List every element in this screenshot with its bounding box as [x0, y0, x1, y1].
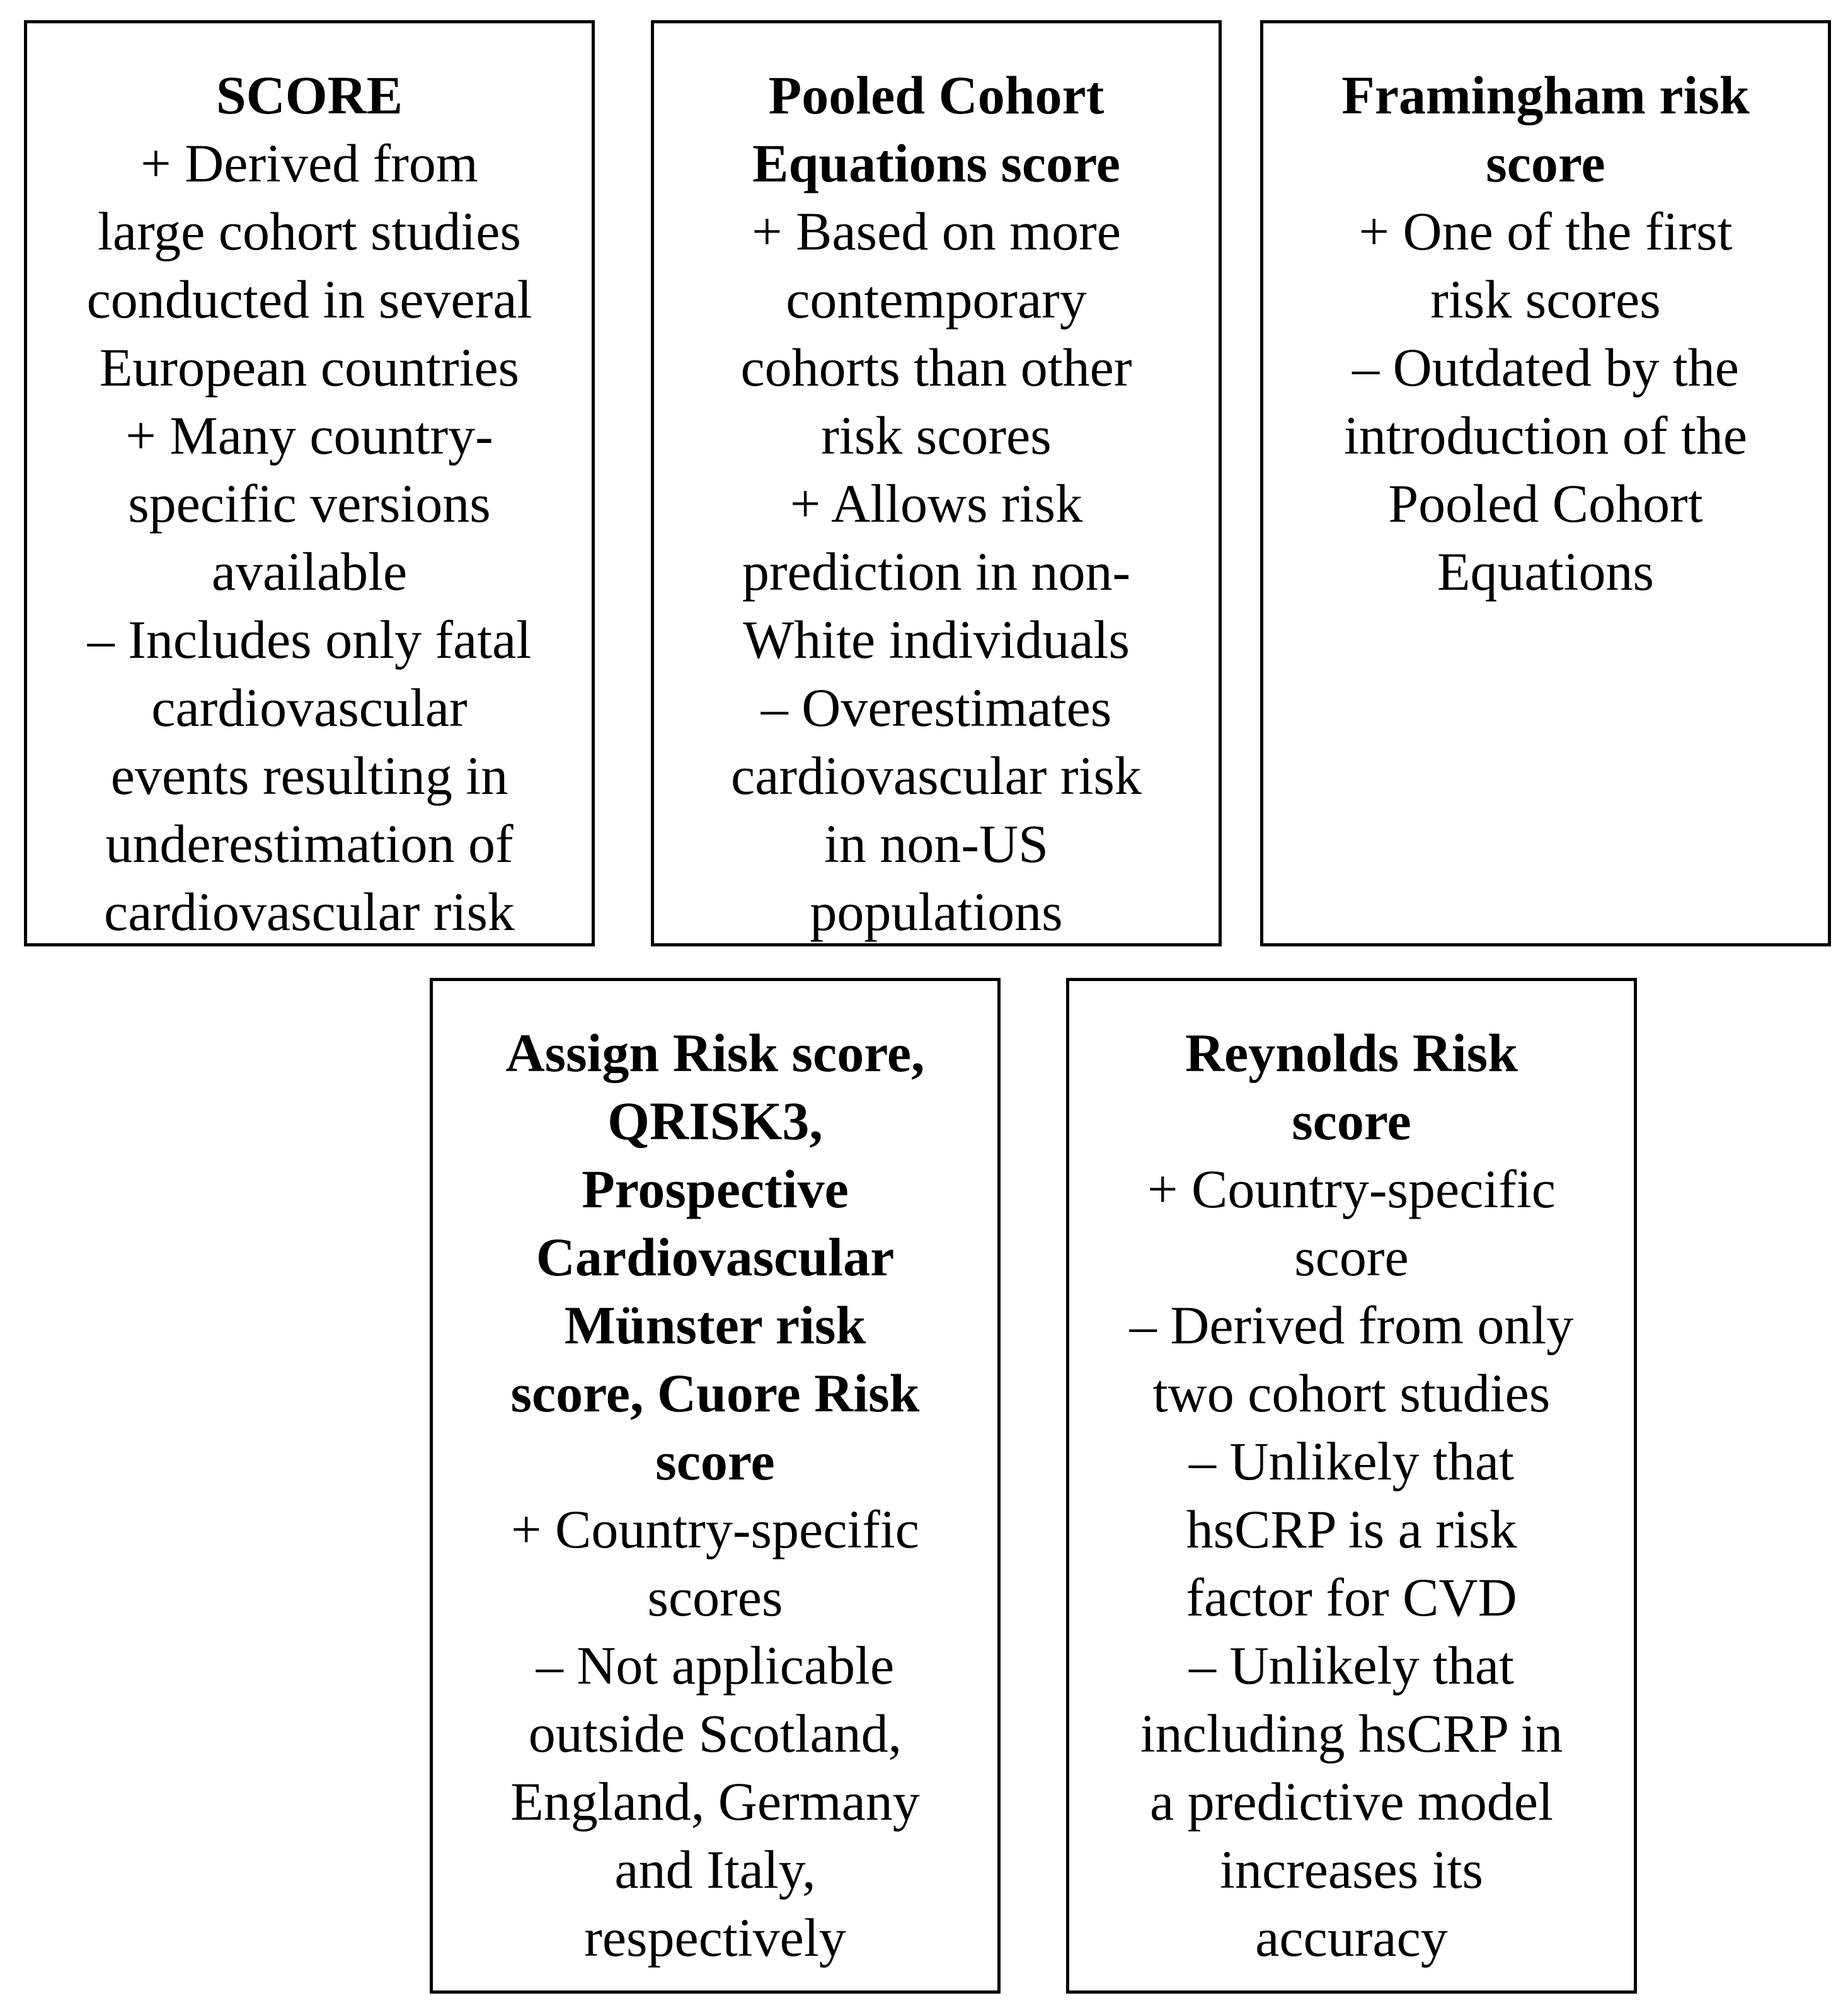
- score-title: SCORE: [215, 65, 403, 125]
- pooled-cohort-line: risk scores: [821, 405, 1052, 466]
- pooled-cohort-title: Equations score: [752, 133, 1120, 193]
- reynolds-line: score: [1294, 1227, 1409, 1287]
- pooled-cohort-line: + Allows risk: [789, 473, 1083, 534]
- score-line: + Many country-: [125, 405, 493, 466]
- score-line: large cohort studies: [98, 201, 521, 261]
- pooled-cohort-box: [651, 20, 1222, 946]
- reynolds-line: factor for CVD: [1186, 1567, 1517, 1628]
- assign-qrisk-title: Prospective: [582, 1159, 849, 1219]
- reynolds-line: – Derived from only: [1129, 1295, 1574, 1355]
- reynolds-line: accuracy: [1255, 1907, 1448, 1968]
- reynolds-line: including hsCRP in: [1140, 1703, 1563, 1764]
- score-line: specific versions: [128, 473, 491, 534]
- framingham-line: Equations: [1437, 541, 1654, 602]
- pooled-cohort-line: in non-US: [824, 813, 1048, 874]
- framingham-line: risk scores: [1430, 269, 1661, 330]
- assign-qrisk-line: outside Scotland,: [528, 1703, 902, 1764]
- score-line: underestimation of: [105, 813, 514, 874]
- reynolds-line: – Unlikely that: [1189, 1635, 1514, 1696]
- score-line: cardiovascular risk: [104, 882, 515, 942]
- reynolds-line: a predictive model: [1150, 1771, 1553, 1832]
- pooled-cohort-line: cardiovascular risk: [731, 745, 1142, 806]
- score-box: [24, 20, 595, 946]
- assign-qrisk-title: Assign Risk score,: [505, 1023, 925, 1083]
- reynolds-line: – Unlikely that: [1189, 1431, 1514, 1491]
- assign-qrisk-title: Cardiovascular: [536, 1227, 895, 1287]
- reynolds-line: increases its: [1220, 1839, 1483, 1900]
- framingham-line: + One of the first: [1358, 201, 1733, 261]
- pooled-cohort-line: – Overestimates: [760, 677, 1112, 738]
- assign-qrisk-line: and Italy,: [614, 1839, 816, 1900]
- assign-qrisk-box: [430, 978, 1001, 1994]
- framingham-line: – Outdated by the: [1352, 337, 1739, 398]
- framingham-title: score: [1486, 133, 1605, 193]
- score-line: available: [211, 541, 408, 602]
- assign-qrisk-line: respectively: [584, 1907, 846, 1968]
- assign-qrisk-title: score, Cuore Risk: [510, 1363, 920, 1423]
- assign-qrisk-line: England, Germany: [510, 1771, 920, 1832]
- pooled-cohort-line: populations: [810, 882, 1063, 942]
- framingham-line: Pooled Cohort: [1388, 473, 1703, 534]
- score-line: events resulting in: [110, 745, 508, 806]
- score-line: + Derived from: [141, 133, 478, 193]
- assign-qrisk-line: + Country-specific: [511, 1499, 919, 1559]
- assign-qrisk-line: – Not applicable: [536, 1635, 895, 1696]
- reynolds-line: + Country-specific: [1147, 1159, 1556, 1219]
- reynolds-title: score: [1292, 1091, 1411, 1151]
- reynolds-title: Reynolds Risk: [1185, 1023, 1518, 1083]
- assign-qrisk-line: scores: [647, 1567, 783, 1628]
- reynolds-line: hsCRP is a risk: [1186, 1499, 1517, 1559]
- pooled-cohort-title: Pooled Cohort: [768, 65, 1105, 125]
- pooled-cohort-line: cohorts than other: [740, 337, 1132, 398]
- framingham-title: Framingham risk: [1341, 65, 1750, 125]
- assign-qrisk-title: QRISK3,: [607, 1091, 823, 1151]
- pooled-cohort-line: White individuals: [743, 609, 1130, 670]
- score-line: cardiovascular: [151, 677, 468, 738]
- framingham-box: [1260, 20, 1831, 946]
- pooled-cohort-line: contemporary: [786, 269, 1087, 330]
- reynolds-line: two cohort studies: [1152, 1363, 1551, 1423]
- score-line: – Includes only fatal: [87, 609, 532, 670]
- score-line: European countries: [99, 337, 520, 398]
- assign-qrisk-title: Münster risk: [564, 1295, 866, 1355]
- reynolds-box: [1066, 978, 1637, 1994]
- framingham-line: introduction of the: [1343, 405, 1748, 466]
- pooled-cohort-line: prediction in non-: [742, 541, 1131, 602]
- assign-qrisk-title: score: [655, 1431, 775, 1491]
- pooled-cohort-line: + Based on more: [752, 201, 1121, 261]
- score-line: conducted in several: [86, 269, 532, 330]
